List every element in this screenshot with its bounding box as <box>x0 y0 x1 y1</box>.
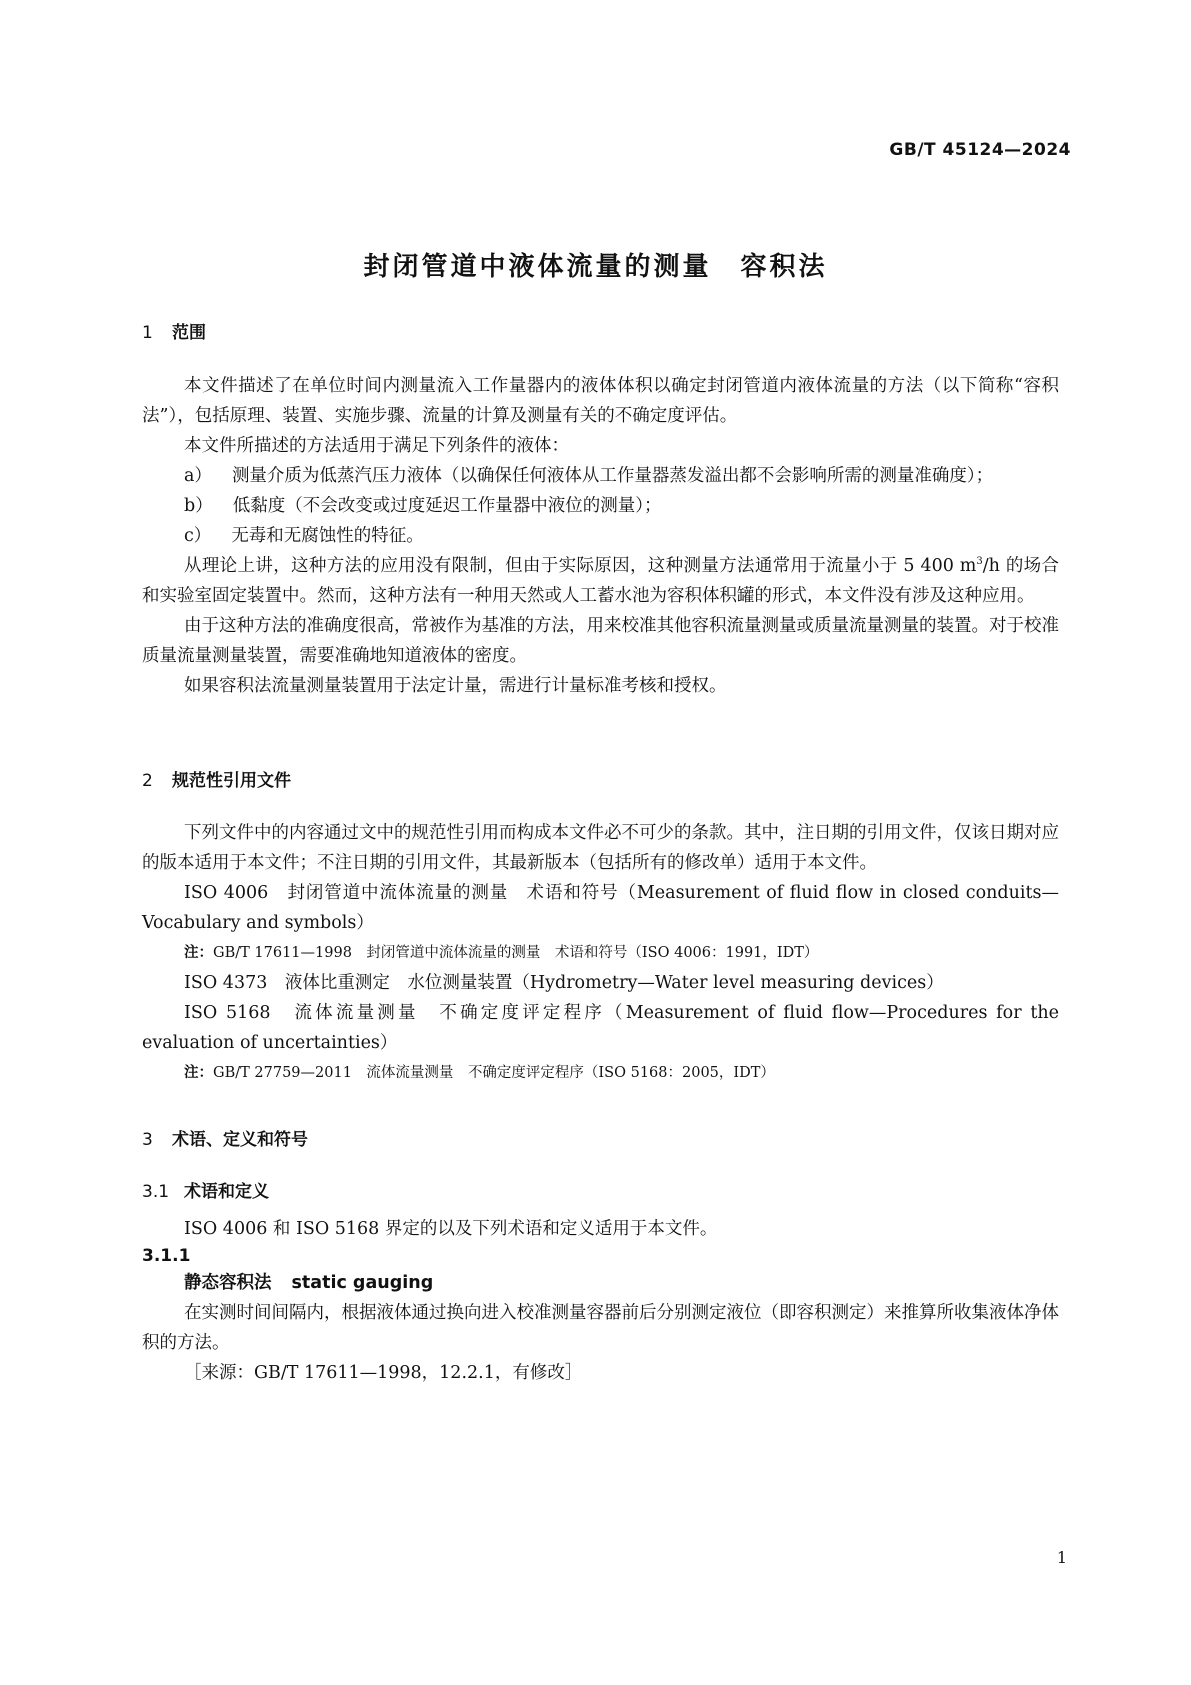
section-1-body <box>142 371 1059 701</box>
document-title: 封闭管道中液体流量的测量 容积法 <box>363 252 828 282</box>
reference-entry: ISO 5168 流体流量测量 不确定度评定程序（Measurement of fluid flow—Procedures for the evaluation of uncertainties） <box>142 1003 1059 1053</box>
paragraph: 如果容积法流量测量装置用于法定计量，需进行计量标准考核和授权。 <box>184 676 727 696</box>
page-number: 1 <box>1056 1548 1067 1567</box>
subsection-number: 3.1 <box>142 1182 170 1202</box>
term-number: 3.1.1 <box>142 1246 191 1266</box>
section-2-body <box>142 818 1059 1088</box>
subsection-title: 术语和定义 <box>184 1182 269 1202</box>
superscript: 3 <box>976 556 983 567</box>
paragraph-text: 从理论上讲，这种方法的应用没有限制，但由于实际原因，这种测量方法通常用于流量小于 5 400 m <box>184 556 977 576</box>
section-number: 3 <box>142 1130 153 1150</box>
section-number: 2 <box>142 771 153 791</box>
paragraph: 本文件所描述的方法适用于满足下列条件的液体： <box>184 436 569 456</box>
term-name-en: static gauging <box>291 1273 434 1293</box>
section-number: 1 <box>142 323 153 343</box>
list-text: 低黏度（不会改变或过度延迟工作量器中液位的测量）； <box>232 496 662 516</box>
term-definition: 在实测时间间隔内，根据液体通过换向进入校准测量容器前后分别测定液位（即容积测定）来推算所收集液体净体积的方法。 <box>142 1303 1059 1353</box>
reference-entry: ISO 4006 封闭管道中流体流量的测量 术语和符号（Measurement of fluid flow in closed conduits—Vocabulary and symbols） <box>142 883 1059 933</box>
section-2-heading <box>142 766 291 791</box>
note-label: 注： <box>184 945 213 961</box>
paragraph: ISO 4006 和 ISO 5168 界定的以及下列术语和定义适用于本文件。 <box>184 1219 718 1239</box>
list-text: 无毒和无腐蚀性的特征。 <box>231 526 424 546</box>
subsection-3-1-heading <box>142 1177 269 1202</box>
paragraph: 本文件描述了在单位时间内测量流入工作量器内的液体体积以确定封闭管道内液体流量的方法（以下简称“容积法”），包括原理、装置、实施步骤、流量的计算及测量有关的不确定度评估。 <box>142 376 1059 426</box>
list-item <box>142 491 1059 521</box>
term-name-cn: 静态容积法 <box>184 1273 272 1293</box>
paragraph <box>142 551 1059 611</box>
standard-code: GB/T 45124—2024 <box>889 140 1071 160</box>
reference-entry: ISO 4373 液体比重测定 水位测量装置（Hydrometry—Water level measuring devices） <box>184 973 944 993</box>
term-entry <box>142 1268 1059 1388</box>
list-label: c） <box>184 526 212 546</box>
note-label: 注： <box>184 1065 213 1081</box>
term-source: ［来源：GB/T 17611—1998，12.2.1，有修改］ <box>184 1363 583 1383</box>
term-name <box>142 1268 1059 1298</box>
section-title: 术语、定义和符号 <box>172 1130 308 1150</box>
paragraph-text: /h 的场合和实验室固定装置中。然而，这种方法有一种用天然或人工蓄水池为容积体积罐的形式，本文件没有涉及这种应用。 <box>142 556 1059 606</box>
list-text: 测量介质为低蒸汽压力液体（以确保任何液体从工作量器蒸发溢出都不会影响所需的测量准确度）； <box>231 466 994 486</box>
list-label: a） <box>184 466 212 486</box>
subsection-3-1-body <box>142 1214 1059 1244</box>
section-title: 规范性引用文件 <box>172 771 291 791</box>
section-1-heading <box>142 318 206 343</box>
note-text: GB/T 27759—2011 流体流量测量 不确定度评定程序（ISO 5168：2005，IDT） <box>213 1065 775 1081</box>
list-item <box>142 521 1059 551</box>
section-3-heading <box>142 1125 308 1150</box>
paragraph: 下列文件中的内容通过文中的规范性引用而构成本文件必不可少的条款。其中，注日期的引用文件，仅该日期对应的版本适用于本文件；不注日期的引用文件，其最新版本（包括所有的修改单）适用于本文件。 <box>142 823 1059 873</box>
list-item <box>142 461 1059 491</box>
list-label: b） <box>184 496 213 516</box>
section-title: 范围 <box>172 323 206 343</box>
note <box>142 938 1059 968</box>
note-text: GB/T 17611—1998 封闭管道中流体流量的测量 术语和符号（ISO 4006：1991，IDT） <box>213 945 819 961</box>
paragraph: 由于这种方法的准确度很高，常被作为基准的方法，用来校准其他容积流量测量或质量流量测量的装置。对于校准质量流量测量装置，需要准确地知道液体的密度。 <box>142 616 1059 666</box>
note <box>142 1058 1059 1088</box>
